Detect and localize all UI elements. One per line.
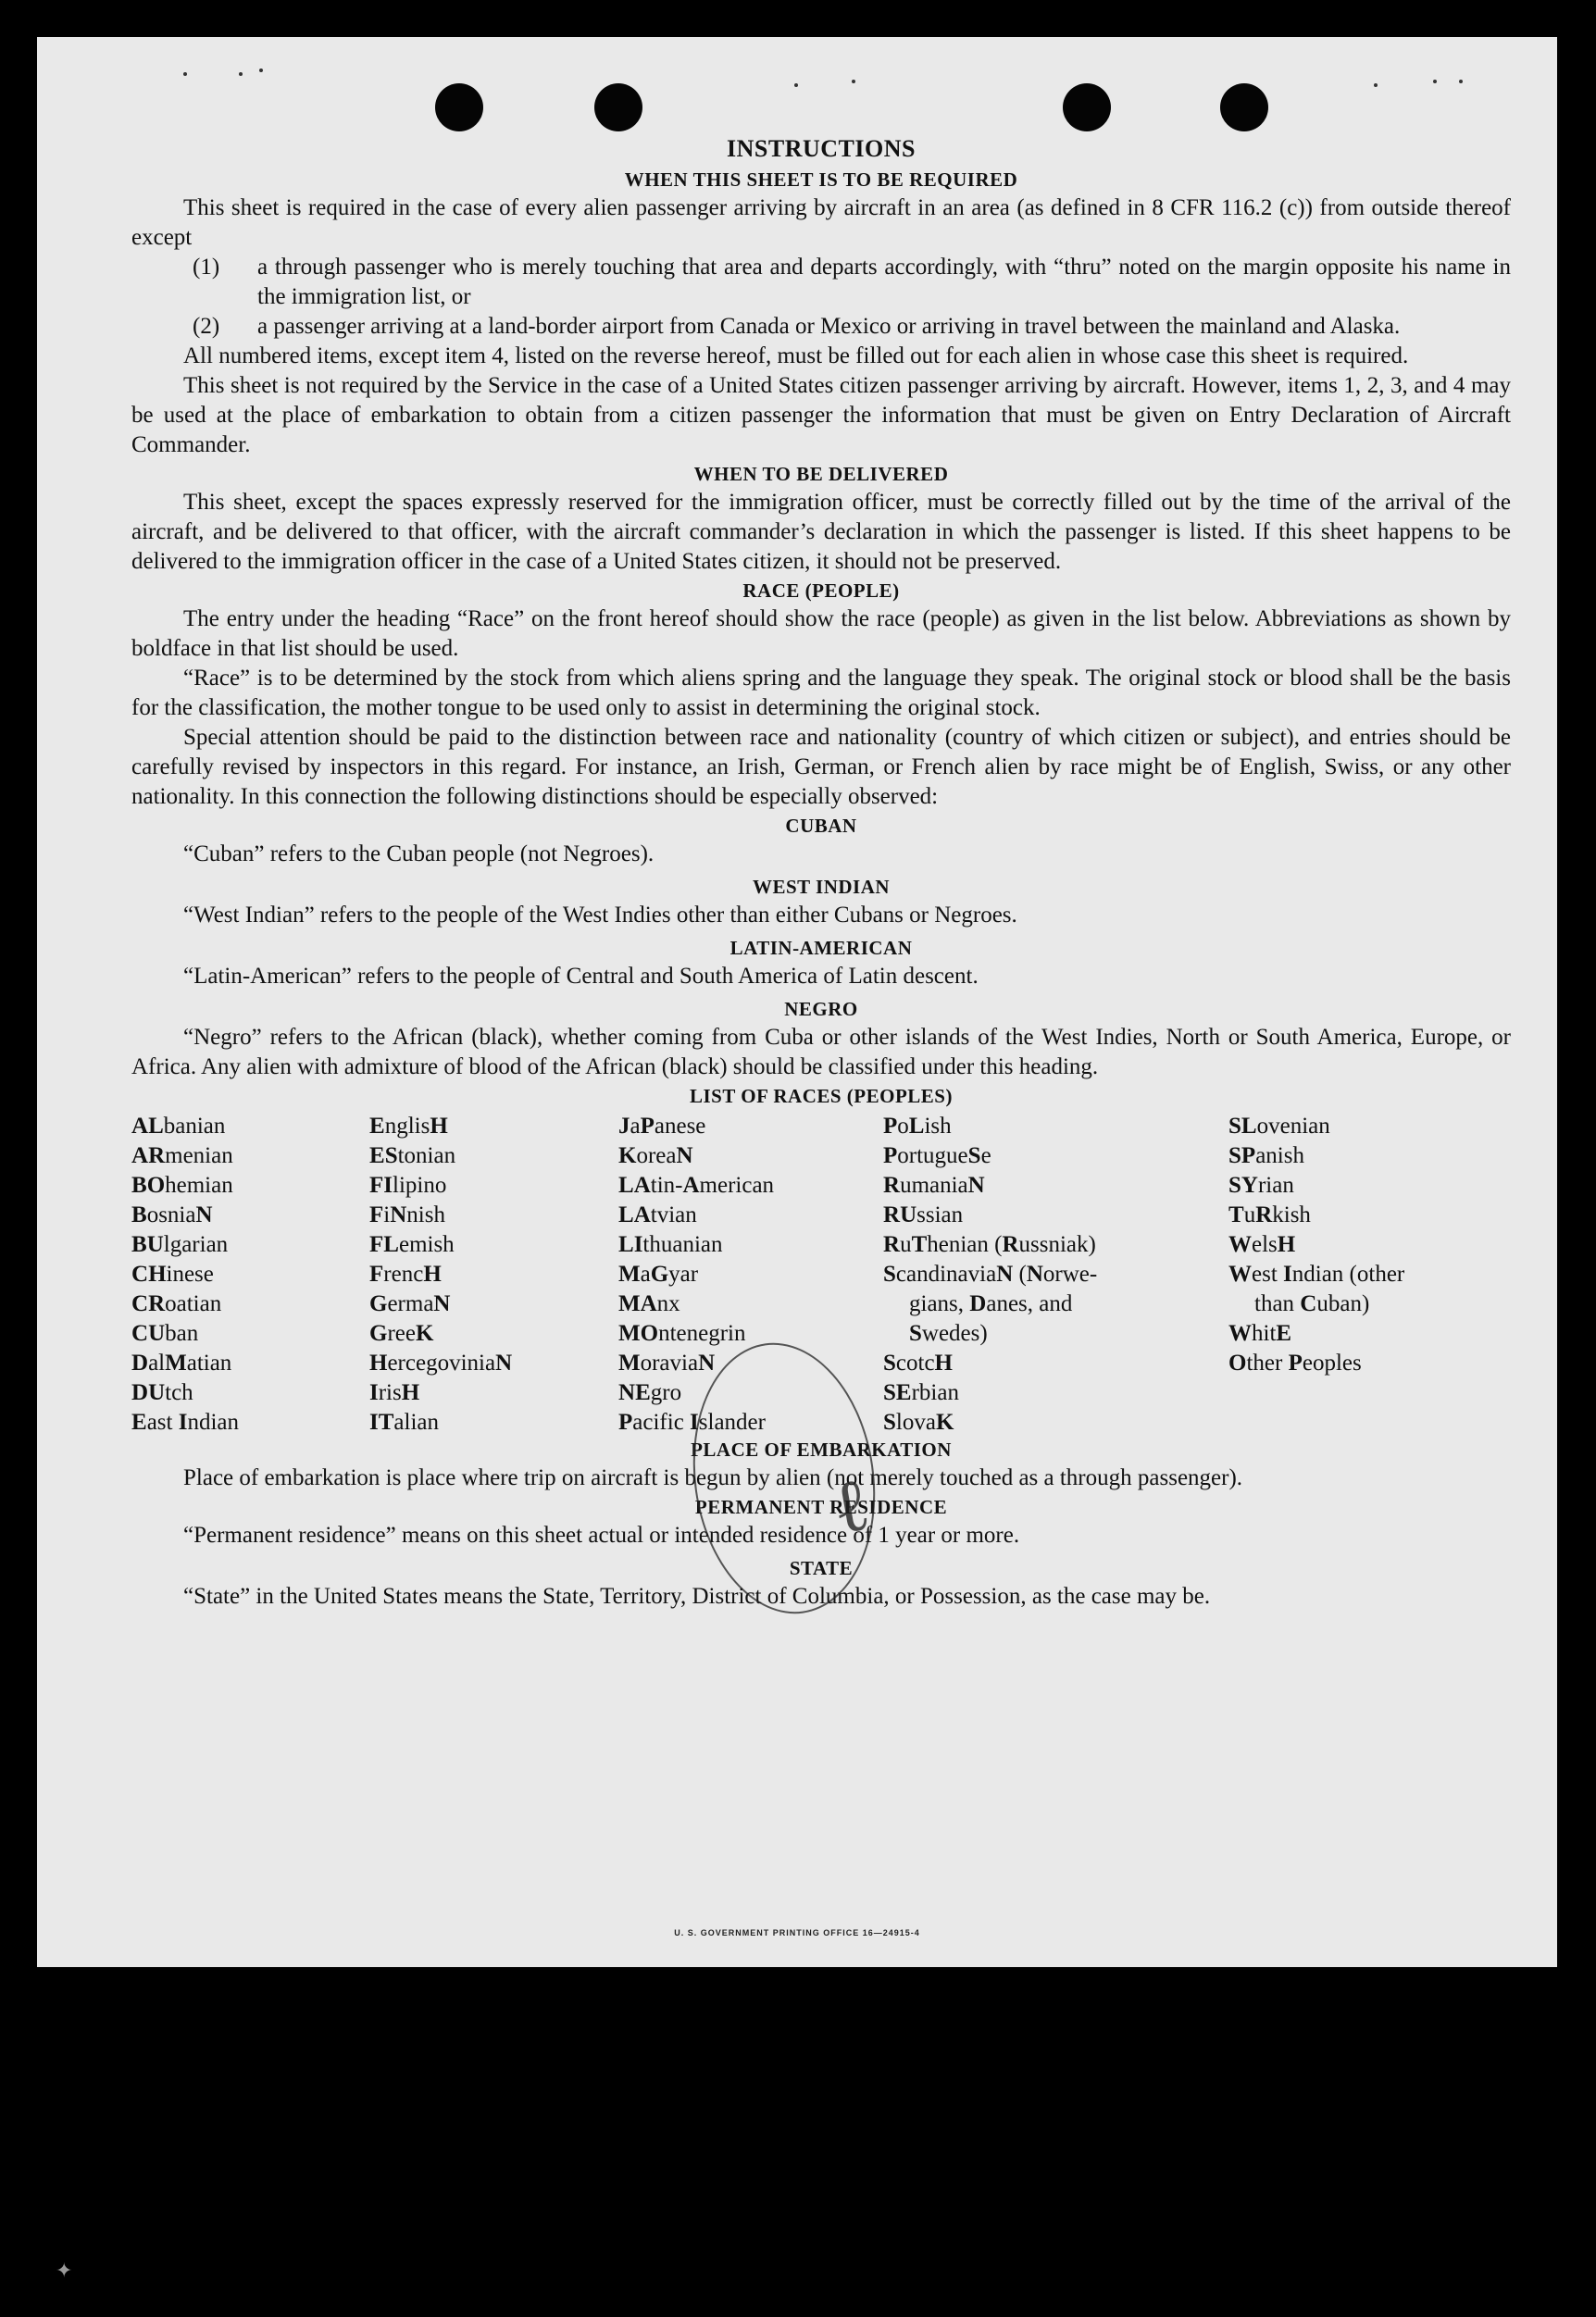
section-heading: WHEN THIS SHEET IS TO BE REQUIRED <box>624 168 1018 191</box>
speck <box>852 80 855 83</box>
race-column <box>131 1112 239 1438</box>
section-when-required <box>131 166 1511 460</box>
printing-office-imprint: U. S. GOVERNMENT PRINTING OFFICE 16—24915-4 <box>674 1928 920 1937</box>
paragraph: Place of embarkation is place where trip on aircraft is begun by alien (not merely touched as a through passenger). <box>183 1465 1243 1490</box>
definition: “Latin-American” refers to the people of Central and South America of Latin descent. <box>183 964 979 989</box>
race-column <box>369 1112 512 1438</box>
race-entry: East Indian <box>131 1410 239 1435</box>
race-entry: LIthuanian <box>618 1232 723 1257</box>
race-entry: SLovenian <box>1228 1114 1330 1139</box>
distinction-negro <box>131 995 1511 1082</box>
race-entry: SYrian <box>1228 1173 1294 1198</box>
item-number: (1) <box>193 255 220 280</box>
race-column <box>1228 1112 1404 1378</box>
section-heading: PLACE OF EMBARKATION <box>691 1439 952 1461</box>
race-entry: Other Peoples <box>1228 1351 1362 1376</box>
race-entry: gians, Danes, and <box>909 1291 1073 1316</box>
scan-speck: ✦ <box>56 2259 73 2282</box>
speck <box>1433 80 1437 83</box>
race-entry: JaPanese <box>618 1114 706 1139</box>
race-entry: Swedes) <box>909 1321 988 1346</box>
race-entry: ScotcH <box>883 1351 953 1376</box>
speck <box>794 83 798 87</box>
race-entry: MOntenegrin <box>618 1321 746 1346</box>
race-entry: GermaN <box>369 1291 451 1316</box>
section-race <box>131 577 1511 812</box>
speck <box>1374 83 1378 87</box>
section-when-delivered <box>131 460 1511 577</box>
race-entry: MAnx <box>618 1291 680 1316</box>
race-entry: HercegoviniaN <box>369 1351 513 1376</box>
race-entry: ARmenian <box>131 1143 233 1168</box>
speck <box>259 69 263 72</box>
paragraph: This sheet is not required by the Service in the case of a United States citizen passenger arriving by aircraft. However, items 1, 2, 3, and 4 may be used at the place of embarkation to obtain from a citizen passenger the information that must be given on Entry Declaration of Aircraft Commander. <box>131 373 1511 457</box>
race-entry: Pacific Islander <box>618 1410 766 1435</box>
section-heading: CUBAN <box>785 815 857 837</box>
speck <box>1459 80 1463 83</box>
paragraph: “State” in the United States means the State, Territory, District of Columbia, or Possession, as the case may be. <box>183 1584 1211 1609</box>
speck <box>183 72 187 76</box>
race-entry: FiNnish <box>369 1202 445 1227</box>
race-entry: RuThenian (Russniak) <box>883 1232 1096 1257</box>
race-entry: PortugueSe <box>883 1143 991 1168</box>
race-entry: LAtvian <box>618 1202 697 1227</box>
item-text: a through passenger who is merely touching that area and departs accordingly, with “thru” noted on the margin opposite his name in the immigration list, or <box>257 255 1511 309</box>
race-entry: SlovaK <box>883 1410 954 1435</box>
race-entry: BosniaN <box>131 1202 213 1227</box>
section-heading: RACE (PEOPLE) <box>742 579 900 602</box>
definition: “West Indian” refers to the people of the West Indies other than either Cubans or Negroes. <box>183 903 1017 928</box>
race-entry: SErbian <box>883 1380 959 1405</box>
race-entry: EStonian <box>369 1143 456 1168</box>
race-entry: EnglisH <box>369 1114 448 1139</box>
punch-hole <box>435 83 483 131</box>
document-page <box>37 37 1557 1967</box>
race-entry: DUtch <box>131 1380 193 1405</box>
paragraph: “Race” is to be determined by the stock from which aliens spring and the language they speak. The original stock or blood shall be the basis for the classification, the mother tongue to be used only to assist in determining the original stock. <box>131 666 1511 720</box>
section-heading: LIST OF RACES (PEOPLES) <box>690 1085 953 1107</box>
punch-hole <box>1220 83 1268 131</box>
item-text: a passenger arriving at a land-border airport from Canada or Mexico or arriving in travel between the mainland and Alaska. <box>257 314 1401 339</box>
distinction-latin-american <box>131 934 1511 991</box>
list-item <box>131 253 1511 312</box>
race-entry: West Indian (other <box>1228 1262 1405 1287</box>
race-entry: RUssian <box>883 1202 964 1227</box>
race-entry: CHinese <box>131 1262 214 1287</box>
section-heading: LATIN-AMERICAN <box>729 937 913 959</box>
paragraph: All numbered items, except item 4, listed on the reverse hereof, must be filled out for each alien in whose case this sheet is required. <box>183 343 1409 368</box>
paragraph: This sheet, except the spaces expressly reserved for the immigration officer, must be correctly filled out by the time of the arrival of the aircraft, and be delivered to that officer, with the aircraft commander’s declaration in which the passenger is listed. If this sheet happens to be delivered to the immigration officer in the case of a United States citizen, it should not be preserved. <box>131 490 1511 574</box>
section-heading: NEGRO <box>784 998 858 1020</box>
race-entry: FLemish <box>369 1232 455 1257</box>
race-entry: RumaniaN <box>883 1173 985 1198</box>
paragraph: “Permanent residence” means on this sheet actual or intended residence of 1 year or more. <box>183 1523 1020 1548</box>
section-heading: WEST INDIAN <box>752 876 891 898</box>
handwritten-mark: ℓ <box>826 1460 877 1551</box>
punch-hole <box>1063 83 1111 131</box>
race-entry: LAtin-American <box>618 1173 775 1198</box>
race-entry: CUban <box>131 1321 199 1346</box>
section-heading: STATE <box>789 1557 854 1579</box>
race-entry: GreeK <box>369 1321 434 1346</box>
definition: “Cuban” refers to the Cuban people (not Negroes). <box>183 841 655 866</box>
race-entry: SPanish <box>1228 1143 1304 1168</box>
race-entry: WhitE <box>1228 1321 1292 1346</box>
race-entry: CRoatian <box>131 1291 222 1316</box>
race-entry: IrisH <box>369 1380 420 1405</box>
race-entry: MaGyar <box>618 1262 699 1287</box>
race-entry: than Cuban) <box>1254 1291 1370 1316</box>
race-entry: FrencH <box>369 1262 442 1287</box>
race-entry: ITalian <box>369 1410 440 1435</box>
race-entry: DalMatian <box>131 1351 232 1376</box>
race-entry: BOhemian <box>131 1173 233 1198</box>
race-entry: WelsH <box>1228 1232 1296 1257</box>
page-title: INSTRUCTIONS <box>727 135 916 162</box>
race-entry: MoraviaN <box>618 1351 716 1376</box>
item-number: (2) <box>193 314 220 339</box>
race-entry: FIlipino <box>369 1173 447 1198</box>
section-heading: PERMANENT RESIDENCE <box>694 1496 948 1518</box>
race-entry: PoLish <box>883 1114 952 1139</box>
race-entry: KoreaN <box>618 1143 693 1168</box>
definition: “Negro” refers to the African (black), whether coming from Cuba or other islands of the West Indies, North or South America, Europe, or Africa. Any alien with admixture of blood of the African (black) should be classified under this heading. <box>131 1025 1511 1079</box>
race-entry: TuRkish <box>1228 1202 1311 1227</box>
paragraph: Special attention should be paid to the distinction between race and nationality (country of which citizen or subject), and entries should be carefully revised by inspectors in this regard. For instance, an Irish, German, or French alien by race might be of English, Swiss, or any other nationality. In this connection the following distinctions should be especially observed: <box>131 725 1511 809</box>
distinction-cuban <box>131 812 1511 869</box>
speck <box>239 72 243 76</box>
list-item <box>131 312 1511 342</box>
paragraph: The entry under the heading “Race” on the front hereof should show the race (people) as given in the list below. Abbreviations as shown by boldface in that list should be used. <box>131 606 1511 661</box>
race-entry: ALbanian <box>131 1114 226 1139</box>
section-heading: WHEN TO BE DELIVERED <box>693 463 949 485</box>
race-entry: ScandinaviaN (Norwe- <box>883 1262 1098 1287</box>
race-entry: BUlgarian <box>131 1232 229 1257</box>
distinction-west-indian <box>131 873 1511 930</box>
punch-hole <box>594 83 642 131</box>
race-column <box>883 1112 1097 1438</box>
race-entry: NEgro <box>618 1380 682 1405</box>
paragraph: This sheet is required in the case of every alien passenger arriving by aircraft in an area (as defined in 8 CFR 116.2 (c)) from outside thereof except <box>131 195 1511 250</box>
